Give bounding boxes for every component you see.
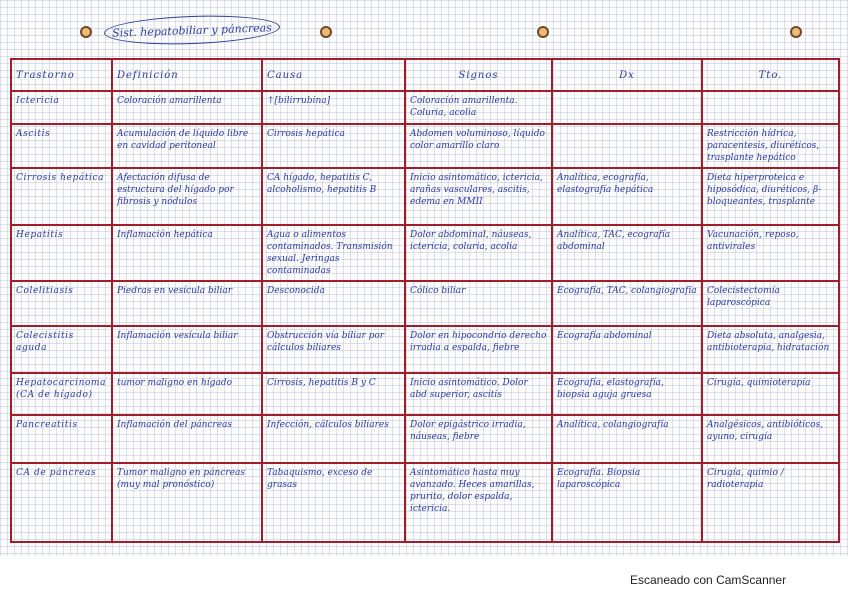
header-trastorno: Trastorno [11, 59, 112, 91]
row-dx: Analítica, ecografía, elastografía hepática [552, 168, 702, 225]
row-disorder: Ascitis [11, 124, 112, 168]
spiral-hole [537, 26, 549, 38]
row-dx: Ecografía, elastografía, biopsia aguja gruesa [552, 373, 702, 415]
row-signs: Inicio asintomático, ictericia, arañas vasculares, ascitis, edema en MMII [405, 168, 552, 225]
header-signos: Signos [405, 59, 552, 91]
row-signs: Abdomen voluminoso, líquido color amarillo claro [405, 124, 552, 168]
header-definicion: Definición [112, 59, 262, 91]
row-disorder: Cirrosis hepática [11, 168, 112, 225]
row-treatment: Analgésicos, antibióticos, ayuno, cirugía [702, 415, 839, 463]
row-disorder: Hepatitis [11, 225, 112, 281]
row-signs: Dolor en hipocondrio derecho irradia a espalda, fiebre [405, 326, 552, 373]
row-treatment: Cirugía, quimio / radioterapia [702, 463, 839, 542]
row-signs: Cólico biliar [405, 281, 552, 326]
summary-table-wrap [10, 58, 838, 539]
row-cause: Cirrosis, hepatitis B y C [262, 373, 405, 415]
row-signs: Asintomático hasta muy avanzado. Heces amarillas, prurito, dolor espalda, ictericia. [405, 463, 552, 542]
table-row [11, 124, 839, 168]
row-signs: Coloración amarillenta. Coluria, acolia [405, 91, 552, 124]
row-cause: Tabaquismo, exceso de grasas [262, 463, 405, 542]
row-definition: Acumulación de líquido libre en cavidad peritoneal [112, 124, 262, 168]
row-disorder: Ictericia [11, 91, 112, 124]
row-definition: tumor maligno en hígado [112, 373, 262, 415]
row-dx: Analítica, TAC, ecografía abdominal [552, 225, 702, 281]
row-dx [552, 91, 702, 124]
page-title-oval [104, 13, 281, 47]
row-treatment: Cirugía, quimioterapia [702, 373, 839, 415]
row-signs: Inicio asintomático. Dolor abd superior, ascitis [405, 373, 552, 415]
row-treatment: Dieta absoluta, analgesia, antibioterapia, hidratación [702, 326, 839, 373]
row-treatment: Dieta hiperproteica e hiposódica, diuréticos, β-bloqueantes, trasplante [702, 168, 839, 225]
spiral-hole [320, 26, 332, 38]
table-row [11, 415, 839, 463]
row-dx: Analítica, colangiografía [552, 415, 702, 463]
table-row [11, 463, 839, 542]
row-cause: Desconocida [262, 281, 405, 326]
scanner-watermark: Escaneado con CamScanner [630, 573, 787, 587]
row-disorder: Hepatocarcinoma (CA de hígado) [11, 373, 112, 415]
row-dx: Ecografía abdominal [552, 326, 702, 373]
row-disorder: Pancreatitis [11, 415, 112, 463]
table-row [11, 168, 839, 225]
row-disorder: Colelitiasis [11, 281, 112, 326]
row-cause: Cirrosis hepática [262, 124, 405, 168]
table-row [11, 225, 839, 281]
row-dx: Ecografía. Biopsia laparoscópica [552, 463, 702, 542]
row-definition: Inflamación del páncreas [112, 415, 262, 463]
row-definition: Inflamación vesícula biliar [112, 326, 262, 373]
table-header-row [11, 59, 839, 91]
row-disorder: Colecistitis aguda [11, 326, 112, 373]
row-signs: Dolor abdominal, náuseas, ictericia, coluria, acolia [405, 225, 552, 281]
summary-table [10, 58, 840, 543]
row-disorder: CA de páncreas [11, 463, 112, 542]
row-signs: Dolor epigástrico irradia, náuseas, fiebre [405, 415, 552, 463]
table-row [11, 373, 839, 415]
row-definition: Tumor maligno en páncreas (muy mal pronóstico) [112, 463, 262, 542]
header-causa: Causa [262, 59, 405, 91]
row-definition: Inflamación hepática [112, 225, 262, 281]
row-treatment [702, 91, 839, 124]
row-cause: Agua o alimentos contaminados. Transmisión sexual. Jeringas contaminadas [262, 225, 405, 281]
row-cause: Infección, cálculos biliares [262, 415, 405, 463]
header-dx: Dx [552, 59, 702, 91]
row-dx [552, 124, 702, 168]
table-row [11, 326, 839, 373]
row-treatment: Restricción hídrica, paracentesis, diuréticos, trasplante hepático [702, 124, 839, 168]
row-treatment: Vacunación, reposo, antivirales [702, 225, 839, 281]
row-treatment: Colecistectomía laparoscópica [702, 281, 839, 326]
row-definition: Piedras en vesícula biliar [112, 281, 262, 326]
spiral-hole [790, 26, 802, 38]
row-cause: CA hígado, hepatitis C, alcoholismo, hepatitis B [262, 168, 405, 225]
table-row [11, 281, 839, 326]
header-tto: Tto. [702, 59, 839, 91]
row-dx: Ecografía, TAC, colangiografía [552, 281, 702, 326]
row-cause: Obstrucción vía biliar por cálculos biliares [262, 326, 405, 373]
row-definition: Afectación difusa de estructura del hígado por fibrosis y nódulos [112, 168, 262, 225]
row-cause: ↑[bilirrubina] [262, 91, 405, 124]
table-row [11, 91, 839, 124]
row-definition: Coloración amarillenta [112, 91, 262, 124]
page-title: Sist. hepatobiliar y páncreas [111, 20, 273, 40]
spiral-hole [80, 26, 92, 38]
